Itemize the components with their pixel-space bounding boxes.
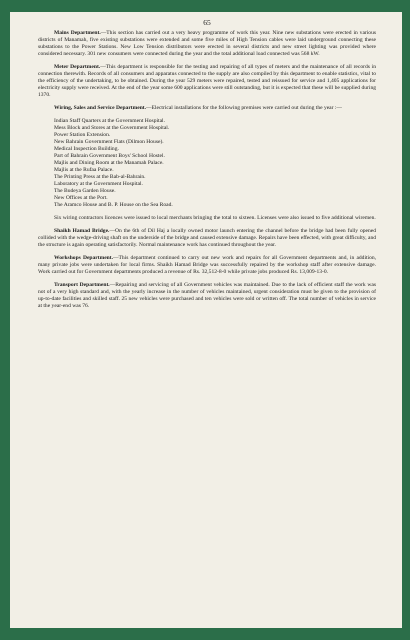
- mains-text: —This section has carried out a very heavy programme of work this year. Nine new substations were erected in various districts of Manamah, five existing substations were extended and some five miles of High Tension cables were laid underground connecting these substations to the Power Stations. New Low Tension distributors were erected in several districts and new street lighting was provided where considered necessary. 301 new consumers were connected during the year and the total additional load connected was 568 kW.: [38, 30, 376, 57]
- transport-text: —Repairing and servicing of all Government vehicles was maintained. Due to the lack of efficient staff the work was not of a very high standard and, with the yearly increase in the number of vehicles maintained, urgent consideration must be given to the provision of up-to-date facilities and skilled staff. 25 new vehicles were purchased and ten vehicles were sold or written off. The total number of vehicles in service at the year-end was 76.: [38, 282, 377, 309]
- list-item: The Budeya Garden House.: [54, 188, 116, 194]
- mains-paragraph: [38, 30, 376, 58]
- transport-heading: Transport Department.: [54, 282, 110, 288]
- meter-paragraph: [38, 64, 376, 99]
- list-item: Medical Inspection Building.: [54, 146, 119, 152]
- list-item: Indian Staff Quarters at the Government Hospital.: [54, 118, 165, 124]
- list-item: The Printing Press at the Bab-al-Bahrain.: [54, 174, 146, 180]
- bridge-heading: Shaikh Hamad Bridge.: [54, 228, 110, 234]
- meter-text: —This department is responsible for the testing and repairing of all types of meters and the maintenance of all records in connection therewith. Records of all consumers and apparatus connected to the supply are also compiled by this department to enable statistics, vital to the efficiency of the undertaking, to be obtained. During the year 529 meters were repaired, tested and reissued for service and 1,405 applications for electricity supply were received. At the end of the year some 600 applications were still outstanding, but it is expected that these will be supplied during 1370.: [38, 64, 376, 98]
- list-item: Laboratory at the Government Hospital.: [54, 181, 143, 187]
- meter-heading: Meter Department.: [54, 64, 101, 70]
- list-item: Power Station Extension.: [54, 132, 111, 138]
- wiring-paragraph: [38, 105, 376, 112]
- list-item: New Offices at the Port.: [54, 195, 108, 201]
- licences-paragraph: Six wiring contractors licences were issued to local merchants bringing the total to sixteen. Licenses were also issued to five additional wiremen.: [54, 215, 376, 221]
- bridge-paragraph: [38, 228, 376, 249]
- wiring-text: —Electrical installations for the following premises were carried out during the year :—: [146, 105, 342, 111]
- bridge-text: —On the 6th of Dil Haj a locally owned motor launch entering the channel before the bridge had been fully opened collided with the wedge-driving shaft on the underside of the bridge and caused extensive damage. Repairs have been effected, with great difficulty, and the structure is again operating satisfactorily. Normal maintenance work has continued throughout the year.: [38, 228, 376, 248]
- wiring-heading: Wiring, Sales and Service Department.: [54, 105, 147, 111]
- premises-list: [38, 118, 376, 209]
- list-item: Majlis at the Rufaa Palace.: [54, 167, 114, 173]
- page-number: 65: [203, 18, 211, 27]
- list-item: Mess Block and Stores at the Government Hospital.: [54, 125, 170, 131]
- mains-heading: Mains Department.: [54, 30, 101, 36]
- workshops-heading: Workshops Department.: [54, 255, 113, 261]
- list-item: Part of Bahrain Government Boys' School Hostel.: [54, 153, 165, 159]
- workshops-text: —This department continued to carry out new work and repairs for all Government departments and, in addition, many private jobs were undertaken for local firms. Shaikh Hamad Bridge was successfully repaired by the workshop staff after extensive damage. Work carried out for Government departments produced a revenue of Rs. 32,512-8-0 while private jobs produced Rs. 13,009-13-0.: [38, 255, 377, 275]
- list-item: The Aramco House and B. P. House on the Sea Road.: [54, 202, 173, 208]
- document-page: [10, 12, 402, 628]
- list-item: New Bahrain Government Flats (Dilmon House).: [54, 139, 164, 145]
- workshops-paragraph: [38, 255, 376, 276]
- list-item: Majlis and Dining Room at the Manamah Palace.: [54, 160, 164, 166]
- transport-paragraph: [38, 282, 376, 310]
